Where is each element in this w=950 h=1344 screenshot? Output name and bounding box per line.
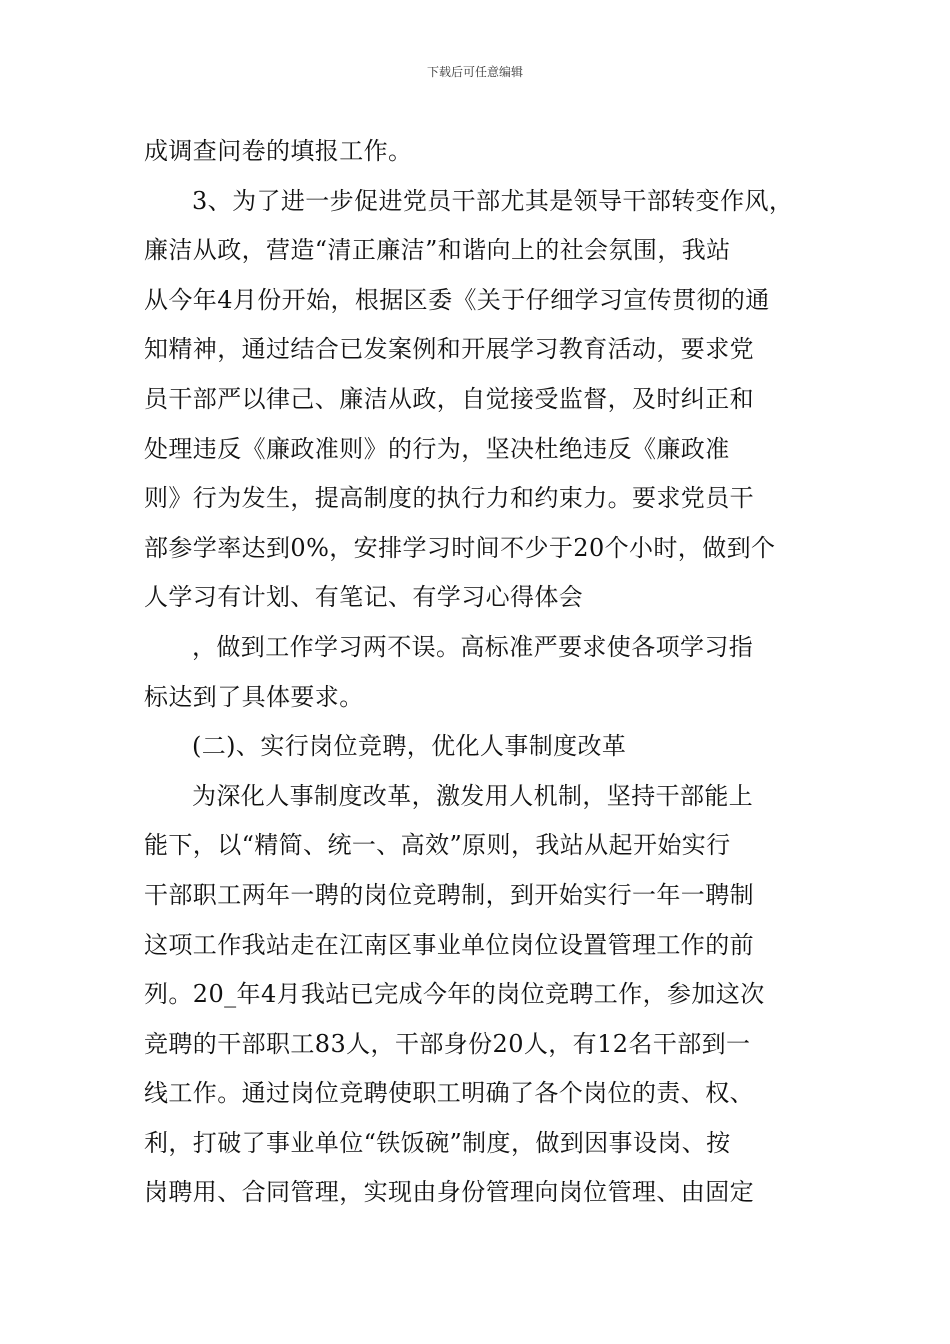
text-line: 处理违反《廉政准则》的行为，坚决杜绝违反《廉政准 bbox=[144, 434, 730, 463]
text-line: 成调查问卷的填报工作。 bbox=[144, 137, 413, 165]
text-line: 部参学率达到0%，安排学习时间不少于20个小时，做到个 bbox=[144, 533, 776, 562]
text-line: 干部职工两年一聘的岗位竞聘制，到开始实行一年一聘制 bbox=[144, 880, 754, 909]
text-line: 这项工作我站走在江南区事业单位岗位设置管理工作的前 bbox=[144, 930, 754, 959]
text-line: 则》行为发生，提高制度的执行力和约束力。要求党员干 bbox=[144, 484, 754, 513]
text-line: 标达到了具体要求。 bbox=[144, 682, 364, 711]
document-body bbox=[144, 127, 824, 1218]
text-line: ，做到工作学习两不误。高标准严要求使各项学习指 bbox=[192, 632, 754, 661]
text-line: 线工作。通过岗位竞聘使职工明确了各个岗位的责、权、 bbox=[144, 1079, 754, 1108]
text-line: 利，打破了事业单位“铁饭碗”制度，做到因事设岗、按 bbox=[144, 1128, 731, 1157]
text-line: 为深化人事制度改革，激发用人机制，坚持干部能上 bbox=[192, 781, 754, 810]
section-heading: (二)、实行岗位竞聘，优化人事制度改革 bbox=[192, 732, 627, 761]
text-line: 能下，以“精简、统一、高效”原则，我站从起开始实行 bbox=[144, 831, 731, 860]
text-line: 列。20_年4月我站已完成今年的岗位竞聘工作，参加这次 bbox=[144, 980, 765, 1009]
text-line: 知精神，通过结合已发案例和开展学习教育活动，要求党 bbox=[144, 335, 754, 364]
text-line: 竞聘的干部职工83人，干部身份20人，有12名干部到一 bbox=[144, 1029, 751, 1058]
text-line: 岗聘用、合同管理，实现由身份管理向岗位管理、由固定 bbox=[144, 1178, 754, 1207]
text-line: 人学习有计划、有笔记、有学习心得体会 bbox=[144, 583, 584, 612]
text-line: 从今年4月份开始，根据区委《关于仔细学习宣传贯彻的通 bbox=[144, 285, 770, 314]
text-line: 3、为了进一步促进党员干部尤其是领导干部转变作风， bbox=[192, 186, 794, 215]
page-header: 下载后可任意编辑 bbox=[426, 65, 523, 79]
text-line: 员干部严以律己、廉洁从政，自觉接受监督，及时纠正和 bbox=[144, 384, 754, 413]
text-line: 廉洁从政，营造“清正廉洁”和谐向上的社会氛围，我站 bbox=[144, 236, 731, 265]
